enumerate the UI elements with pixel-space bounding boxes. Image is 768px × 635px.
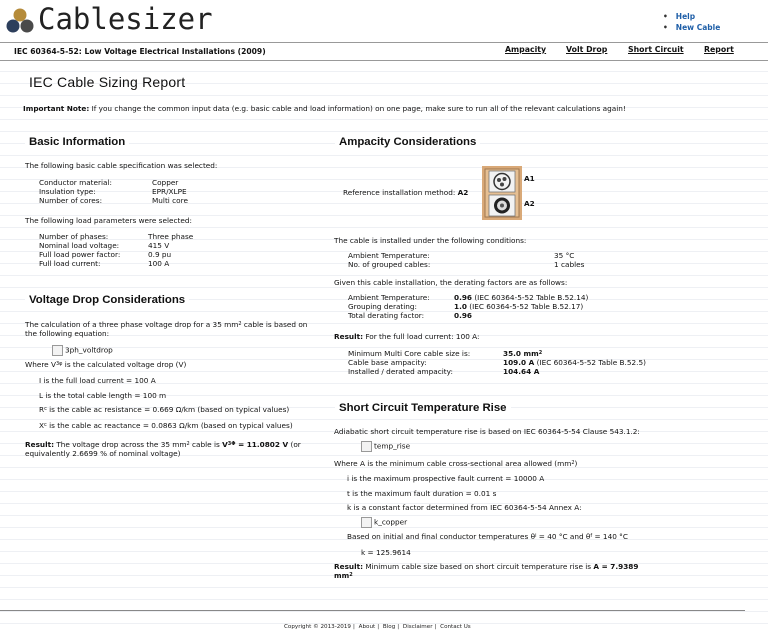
note-label: Important Note: (23, 104, 90, 113)
sc-where-text: ) (574, 459, 578, 468)
footer: Copyright © 2013-2019 | About | Blog | Disclaimer | Contact Us (284, 624, 471, 630)
vd-where-text: is the calculated voltage drop (V) (62, 360, 187, 369)
vd-result (25, 440, 325, 458)
vd-result-value: = 11.0802 V (235, 440, 289, 449)
vd-intro-text: cable is based on (241, 320, 308, 329)
derate-value: 0.96 (454, 293, 473, 302)
sc-temps-text: = 40 °C and θ (536, 532, 591, 541)
subscript: c (44, 422, 47, 428)
sc-line-k: k is a constant factor determined from IEC 60364-5-54 Annex A: (347, 503, 582, 512)
superscript: 2 (186, 441, 190, 447)
sc-where (334, 459, 577, 468)
sc-k-value: k = 125.9614 (361, 548, 411, 557)
vd-line-l: L is the total cable length = 100 m (39, 391, 167, 400)
image-alt-text: temp_rise (374, 441, 411, 451)
figure-label-a1: A1 (524, 174, 535, 183)
image-alt-text: k_copper (374, 517, 408, 527)
broken-image-icon (361, 517, 372, 528)
amp-result (334, 332, 480, 341)
sc-result-text: Minimum cable size based on short circuit temperature rise is (363, 562, 594, 571)
derate-ref: (IEC 60364-5-52 Table B.52.17) (466, 302, 584, 311)
cond-intro: The cable is installed under the following conditions: (334, 236, 527, 245)
new-cable-link[interactable]: • New Cable (665, 22, 720, 33)
figure-label-a2: A2 (524, 199, 535, 208)
derate-values (454, 293, 588, 320)
load-key: Number of phases: (39, 232, 109, 241)
spec-key: Number of cores: (39, 196, 103, 205)
result-label: Result: (334, 332, 364, 341)
load-value: 100 A (148, 259, 170, 268)
derate-key: Ambient Temperature: (348, 293, 430, 302)
tab-short-circuit[interactable]: Short Circuit (628, 45, 684, 54)
page-title: IEC Cable Sizing Report (29, 74, 186, 90)
vd-result-text: equivalently 2.6699 % of nominal voltage) (25, 449, 181, 458)
sc-heading: Short Circuit Temperature Rise (335, 402, 511, 414)
footer-copyright: Copyright © 2013-2019 (284, 624, 351, 630)
load-key: Nominal load voltage: (39, 241, 120, 250)
logo-icon (6, 8, 34, 34)
load-value: 0.9 pu (148, 250, 172, 259)
derate-keys (348, 293, 430, 320)
vd-where-text: Where V (25, 360, 56, 369)
tab-volt-drop[interactable]: Volt Drop (566, 45, 608, 54)
spec-key: Conductor material: (39, 178, 113, 187)
vd-line-xc (39, 421, 293, 430)
vd-line-i: I is the full load current = 100 A (39, 376, 156, 385)
amp-result-key: Cable base ampacity: (348, 358, 427, 367)
vd-line-rc (39, 405, 289, 414)
vd-intro-text: The calculation of a three phase voltage drop for a 35 mm (25, 320, 239, 329)
sc-temps-text: Based on initial and final conductor temperatures θ (347, 532, 536, 541)
vd-where (25, 360, 186, 369)
vd-result-value: V (222, 440, 228, 449)
logo-text[interactable]: Cablesizer (38, 2, 213, 36)
subscript: 3φ (55, 361, 63, 367)
help-link[interactable]: • Help (665, 11, 720, 22)
subscript: f (590, 533, 593, 539)
sc-line-t: t is the maximum fault duration = 0.01 s (347, 489, 497, 498)
image-alt-text: 3ph_voltdrop (65, 345, 113, 355)
load-key: Full load current: (39, 259, 101, 268)
spec-values (152, 178, 188, 205)
derate-key: Grouping derating: (348, 302, 418, 311)
note-text: If you change the common input data (e.g. basic cable and load information) on one page, make sure to run all of the relevant calculations again! (89, 104, 626, 113)
spec-value: Multi core (152, 196, 188, 205)
derate-ref: (IEC 60364-5-52 Table B.52.14) (472, 293, 589, 302)
derate-key: Total derating factor: (348, 311, 425, 320)
load-keys (39, 232, 120, 268)
installation-method-figure (482, 166, 522, 220)
broken-image-icon (52, 345, 63, 356)
sc-temp-rise-image (361, 441, 410, 452)
amp-result-text: For the full load current: 100 A: (363, 332, 480, 341)
basic-heading: Basic Information (25, 136, 129, 148)
vd-xc-text: X (39, 421, 44, 430)
important-note (23, 104, 626, 113)
amp-result-key: Installed / derated ampacity: (348, 367, 453, 376)
vd-result-text: cable is (189, 440, 223, 449)
subscript: i (535, 533, 537, 539)
superscript: 2 (538, 350, 543, 356)
vd-rc-text: is the cable ac resistance = 0.669 Ω/km (based on typical values) (46, 405, 290, 414)
load-value: 415 V (148, 241, 170, 250)
vd-equation-image (52, 345, 113, 356)
sc-line-i: i is the maximum prospective fault current = 10000 A (347, 474, 545, 483)
footer-disclaimer-link[interactable]: Disclaimer (402, 624, 433, 630)
result-label: Result: (25, 440, 55, 449)
spec-keys (39, 178, 112, 205)
method-label: Reference installation method: (343, 188, 458, 197)
superscript: 2 (238, 321, 242, 327)
sc-k-image (361, 517, 407, 528)
standard-label: IEC 60364-5-52: Low Voltage Electrical Installations (2009) (14, 47, 266, 56)
top-links (665, 11, 720, 33)
vd-rc-text: R (39, 405, 45, 414)
subscript: 3Φ (227, 441, 236, 447)
result-label: Result: (334, 562, 364, 571)
vd-result-text: (or (288, 440, 301, 449)
load-key: Full load power factor: (39, 250, 121, 259)
cond-keys (348, 251, 430, 269)
amp-result-key: Minimum Multi Core cable size is: (348, 349, 471, 358)
load-value: Three phase (148, 232, 194, 241)
footer-divider (0, 610, 745, 611)
amp-result-values (503, 349, 646, 376)
ampacity-heading: Ampacity Considerations (335, 136, 480, 148)
amp-result-keys (348, 349, 470, 376)
superscript: 2 (571, 460, 575, 466)
superscript: 2 (349, 572, 353, 578)
cond-value: 1 cables (554, 260, 585, 269)
derate-value: 0.96 (454, 311, 473, 320)
tab-ampacity[interactable]: Ampacity (505, 45, 547, 54)
spec-intro: The following basic cable specification was selected: (25, 161, 218, 170)
footer-contact-link[interactable]: Contact Us (440, 624, 471, 630)
spec-value: EPR/XLPE (152, 187, 187, 196)
sc-result-unit: mm (334, 571, 350, 580)
spec-value: Copper (152, 178, 179, 187)
method-line (343, 188, 468, 197)
sc-temps (347, 532, 628, 541)
sc-where-text: Where A is the minimum cable cross-sectional area allowed (mm (334, 459, 572, 468)
sc-intro: Adiabatic short circuit temperature rise is based on IEC 60364-5-54 Clause 543.1.2: (334, 427, 640, 436)
sc-result (334, 562, 644, 580)
vd-result-text: The voltage drop across the 35 mm (54, 440, 187, 449)
spec-key: Insulation type: (39, 187, 96, 196)
tab-report[interactable]: Report (704, 45, 734, 54)
load-values (148, 232, 193, 268)
vd-heading: Voltage Drop Considerations (25, 294, 189, 306)
subscript: c (44, 406, 47, 412)
amp-result-ref: (IEC 60364-5-52 Table B.52.5) (534, 358, 646, 367)
cond-values (554, 251, 584, 269)
vd-intro-text: the following equation: (25, 329, 110, 338)
derate-intro: Given this cable installation, the derating factors are as follows: (334, 278, 568, 287)
load-intro: The following load parameters were selected: (25, 216, 192, 225)
amp-result-value: 104.64 A (503, 367, 540, 376)
vd-intro (25, 320, 325, 338)
footer-about-link[interactable]: About (358, 624, 376, 630)
broken-image-icon (361, 441, 372, 452)
amp-result-value: 109.0 A (503, 358, 535, 367)
derate-value: 1.0 (454, 302, 467, 311)
method-value: A2 (457, 188, 469, 197)
cond-value: 35 °C (554, 251, 575, 260)
amp-result-value: 35.0 mm (503, 349, 539, 358)
sc-temps-text: = 140 °C (592, 532, 628, 541)
sc-result-value: A = 7.9389 (593, 562, 639, 571)
cond-key: No. of grouped cables: (348, 260, 431, 269)
cond-key: Ambient Temperature: (348, 251, 430, 260)
footer-blog-link[interactable]: Blog (382, 624, 396, 630)
vd-xc-text: is the cable ac reactance = 0.0863 Ω/km (based on typical values) (46, 421, 293, 430)
